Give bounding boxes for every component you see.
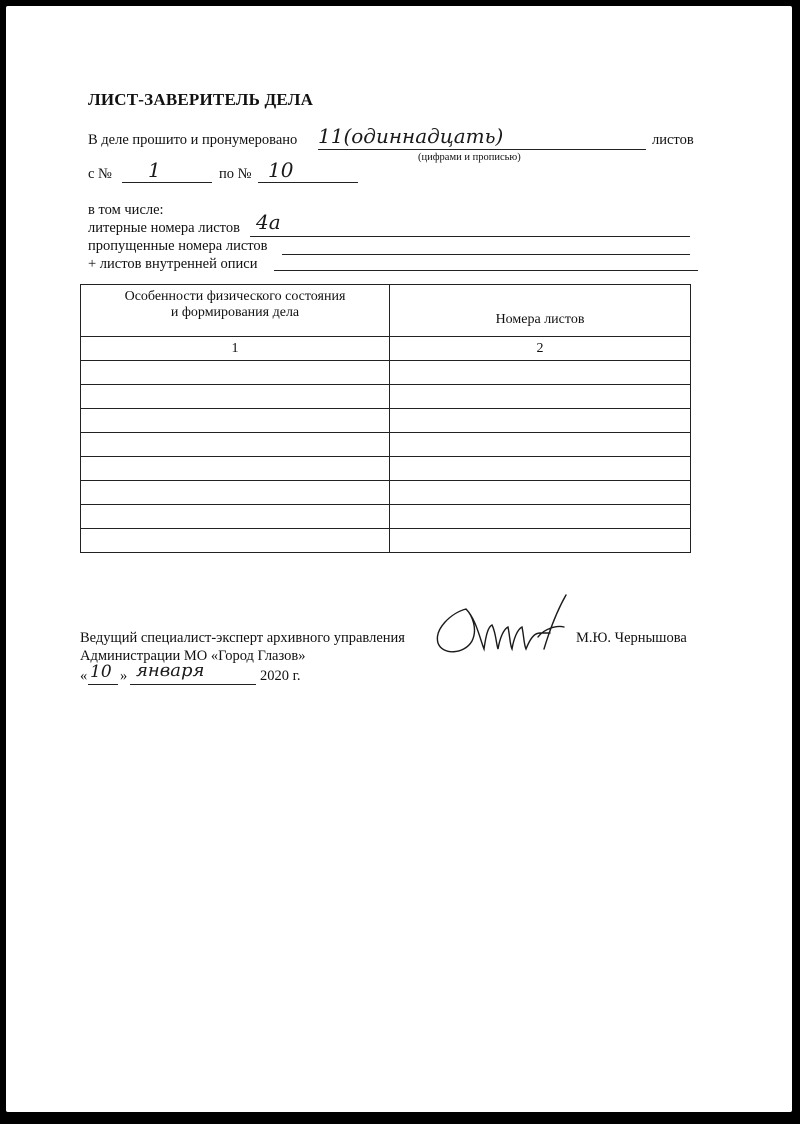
table-row	[81, 505, 691, 529]
date-close-quote: »	[120, 668, 128, 684]
table-cell	[390, 529, 691, 553]
table-row	[81, 361, 691, 385]
missing-numbers-label: пропущенные номера листов	[88, 238, 268, 254]
sheet-count-underline	[318, 149, 646, 150]
condition-header-line1: Особенности физического состояния	[124, 289, 346, 304]
position-line-1: Ведущий специалист-эксперт архивного управления	[80, 630, 405, 646]
table-row	[81, 385, 691, 409]
table-row	[81, 457, 691, 481]
table-cell	[390, 457, 691, 481]
date-open-quote: «	[80, 668, 88, 684]
day-underline	[88, 684, 118, 685]
document-page	[6, 6, 792, 1112]
table-cell	[390, 433, 691, 457]
table-cell	[81, 481, 390, 505]
from-number-handwritten: 1	[148, 158, 161, 182]
digits-and-words-caption: (цифрами и прописью)	[418, 152, 521, 163]
handwritten-signature	[426, 589, 576, 669]
to-number-label: по №	[219, 166, 252, 182]
table-row	[81, 529, 691, 553]
inner-inventory-label: + листов внутренней описи	[88, 256, 258, 272]
table-header-row	[81, 285, 691, 337]
sewn-numbered-label: В деле прошито и пронумеровано	[88, 132, 298, 148]
table-cell	[81, 505, 390, 529]
date-year: 2020 г.	[260, 668, 301, 684]
condition-table	[80, 284, 691, 553]
month-underline	[130, 684, 256, 685]
letter-numbers-label: литерные номера листов	[88, 220, 240, 236]
table-row	[81, 481, 691, 505]
from-number-underline	[122, 182, 212, 183]
table-cell	[81, 409, 390, 433]
table-cell	[390, 361, 691, 385]
table-cell	[81, 433, 390, 457]
table-cell	[81, 457, 390, 481]
table-cell	[390, 505, 691, 529]
table-cell	[390, 385, 691, 409]
condition-header-line2: и формирования дела	[170, 305, 300, 320]
from-number-label: с №	[88, 166, 112, 182]
sheet-numbers-header: Номера листов	[390, 285, 691, 337]
condition-header	[81, 285, 390, 337]
to-number-handwritten: 10	[268, 158, 294, 182]
sheets-word: листов	[652, 132, 694, 148]
column-index-1: 1	[81, 337, 390, 361]
table-cell	[81, 385, 390, 409]
letter-numbers-handwritten: 4а	[256, 210, 281, 234]
inner-inventory-underline	[274, 270, 698, 271]
date-month-handwritten: января	[136, 660, 205, 681]
sheet-count-handwritten: 11(одиннадцать)	[318, 124, 504, 148]
table-cell	[390, 481, 691, 505]
table-cell	[390, 409, 691, 433]
document-title: ЛИСТ-ЗАВЕРИТЕЛЬ ДЕЛА	[88, 90, 314, 109]
table-row	[81, 433, 691, 457]
position-line-2: Администрации МО «Город Глазов»	[80, 648, 306, 664]
to-number-underline	[258, 182, 358, 183]
table-index-row	[81, 337, 691, 361]
column-index-2: 2	[390, 337, 691, 361]
table-row	[81, 409, 691, 433]
including-label: в том числе:	[88, 202, 164, 218]
date-day-handwritten: 10	[90, 662, 112, 682]
table-cell	[81, 361, 390, 385]
table-cell	[81, 529, 390, 553]
missing-numbers-underline	[282, 254, 690, 255]
signer-name: М.Ю. Чернышова	[576, 630, 687, 646]
letter-numbers-underline	[250, 236, 690, 237]
